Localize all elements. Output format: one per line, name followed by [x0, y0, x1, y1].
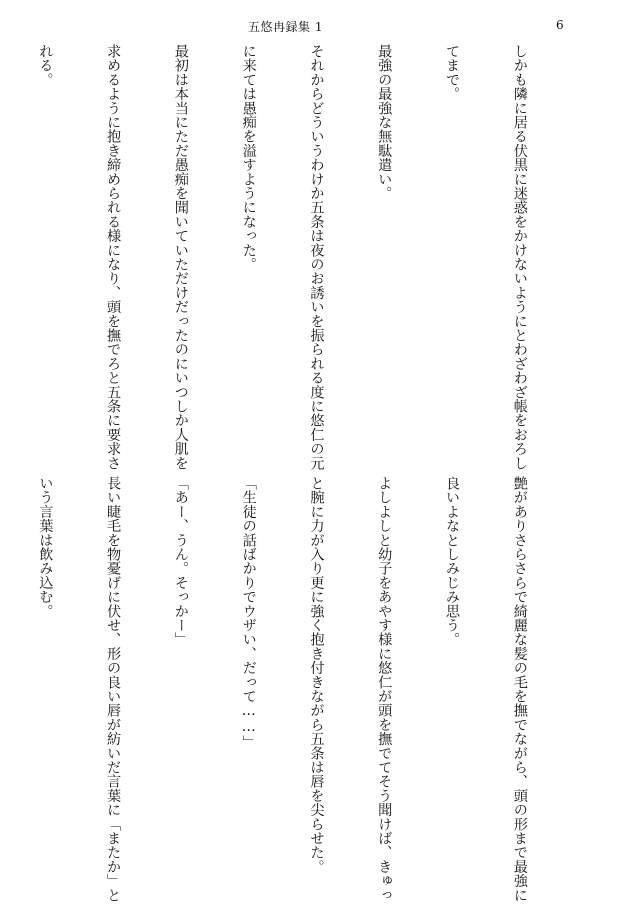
text-column: に来ては愚痴を溢すようになった。 [240, 44, 257, 272]
text-column: 艶がありさらさらで綺麗な髪の毛を撫でながら、頭の形まで最強に [511, 476, 528, 902]
text-column: 「生徒の話ばかりでウザい、だって……」 [240, 476, 257, 750]
text-column: 最強の最強な無駄遣い。 [376, 44, 393, 201]
text-column: しかも隣に居る伏黒に迷惑をかけないようにとわざわざ帳をおろし [511, 44, 528, 470]
running-title: 五悠冉録集 1 [248, 20, 323, 34]
text-column: れる。 [37, 44, 54, 87]
text-column: よしよしと幼子をあやす様に悠仁が頭を撫でてそう聞けば、きゅっ [376, 476, 393, 902]
text-column: いう言葉は飲み込む。 [37, 476, 54, 618]
text-column: と腕に力が入り更に強く抱き付きながら五条は唇を尖らせた。 [308, 476, 325, 874]
page-number: 6 [556, 18, 564, 32]
upper-text-block [0, 44, 576, 470]
text-column: それからどういうわけか五条は夜のお誘いを振られる度に悠仁の元 [308, 44, 325, 470]
text-column: 「あー、うん。そっかー」 [172, 476, 189, 647]
text-column: 良いよなとしみじみ思う。 [444, 476, 461, 647]
text-column: 最初は本当にただ愚痴を聞いていただけだったのにいつしか人肌を [172, 44, 189, 470]
text-column: てまで。 [444, 44, 461, 101]
text-column: 求めるように抱き締められる様になり、頭を撫でろと五条に要求さ [105, 44, 122, 470]
text-column: 長い睫毛を物憂げに伏せ、形の良い唇が紡いだ言葉に「またか」と [105, 476, 122, 902]
lower-text-block [0, 476, 576, 902]
